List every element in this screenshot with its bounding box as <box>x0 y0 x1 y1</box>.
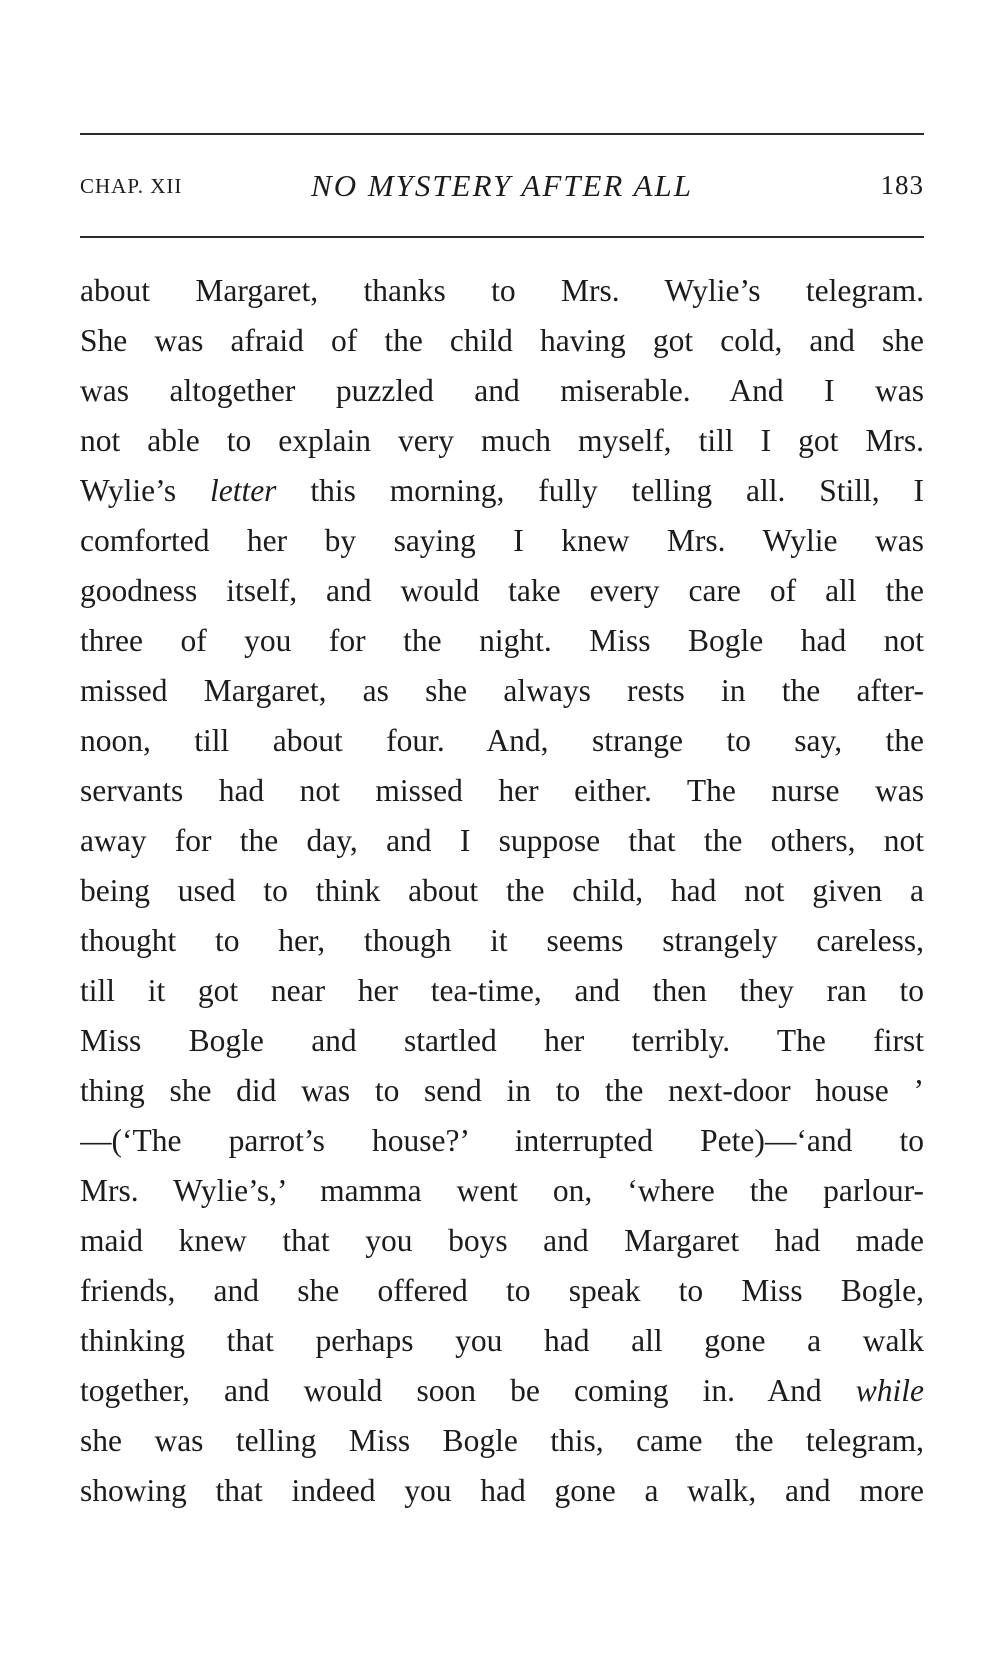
text-line <box>80 1066 924 1116</box>
text-segment: missed Margaret, as she always rests in the after- <box>80 673 924 708</box>
body-text <box>80 266 924 1516</box>
text-segment: servants had not missed her either. The nurse was <box>80 773 924 808</box>
text-segment: this morning, fully telling all. Still, I <box>276 473 924 508</box>
text-line <box>80 566 924 616</box>
text-segment: was altogether puzzled and miserable. And I was <box>80 373 924 408</box>
text-segment: three of you for the night. Miss Bogle had not <box>80 623 924 658</box>
text-segment: thinking that perhaps you had all gone a walk <box>80 1323 924 1358</box>
text-line <box>80 716 924 766</box>
text-line <box>80 466 924 516</box>
text-line <box>80 1316 924 1366</box>
text-segment: Wylie’s <box>80 473 210 508</box>
text-line <box>80 666 924 716</box>
text-line <box>80 916 924 966</box>
running-title: NO MYSTERY AFTER ALL <box>311 168 693 203</box>
text-segment: She was afraid of the child having got cold, and she <box>80 323 924 358</box>
text-line <box>80 266 924 316</box>
text-segment: away for the day, and I suppose that the others, not <box>80 823 924 858</box>
text-line <box>80 816 924 866</box>
text-line <box>80 1366 924 1416</box>
text-line <box>80 1216 924 1266</box>
text-segment: —(‘The parrot’s house?’ interrupted Pete)—‘and to <box>80 1123 924 1158</box>
page-number: 183 <box>880 170 924 200</box>
emphasis-text: letter <box>209 473 277 508</box>
text-line <box>80 316 924 366</box>
text-segment: Miss Bogle and startled her terribly. The first <box>80 1023 924 1058</box>
text-segment: thought to her, though it seems strangely careless, <box>80 923 924 958</box>
text-segment: noon, till about four. And, strange to say, the <box>80 723 924 758</box>
header-rule-top <box>80 133 924 135</box>
text-line <box>80 416 924 466</box>
text-line <box>80 1416 924 1466</box>
text-segment: goodness itself, and would take every care of all the <box>80 573 924 608</box>
text-line <box>80 866 924 916</box>
text-line <box>80 1166 924 1216</box>
text-segment: not able to explain very much myself, till I got Mrs. <box>80 423 924 458</box>
text-segment: comforted her by saying I knew Mrs. Wylie was <box>80 523 924 558</box>
text-segment: thing she did was to send in to the next-door house ’ <box>80 1073 924 1108</box>
text-line <box>80 1016 924 1066</box>
emphasis-text: while <box>855 1373 924 1408</box>
text-segment: about Margaret, thanks to Mrs. Wylie’s telegram. <box>80 273 924 308</box>
chapter-label: CHAP. XII <box>80 174 183 198</box>
text-segment: together, and would soon be coming in. And <box>80 1373 856 1408</box>
text-segment: till it got near her tea-time, and then they ran to <box>80 973 924 1008</box>
text-segment: showing that indeed you had gone a walk, and more <box>80 1473 924 1508</box>
text-line <box>80 1466 924 1516</box>
text-line <box>80 766 924 816</box>
text-line <box>80 616 924 666</box>
text-line <box>80 366 924 416</box>
text-line <box>80 966 924 1016</box>
text-line <box>80 516 924 566</box>
header-rule-bottom <box>80 236 924 238</box>
text-segment: Mrs. Wylie’s,’ mamma went on, ‘where the parlour- <box>80 1173 924 1208</box>
running-head <box>80 168 924 208</box>
text-line <box>80 1116 924 1166</box>
text-segment: maid knew that you boys and Margaret had made <box>80 1223 924 1258</box>
text-segment: friends, and she offered to speak to Miss Bogle, <box>80 1273 924 1308</box>
text-line <box>80 1266 924 1316</box>
text-segment: being used to think about the child, had not given a <box>80 873 924 908</box>
text-segment: she was telling Miss Bogle this, came the telegram, <box>80 1423 924 1458</box>
